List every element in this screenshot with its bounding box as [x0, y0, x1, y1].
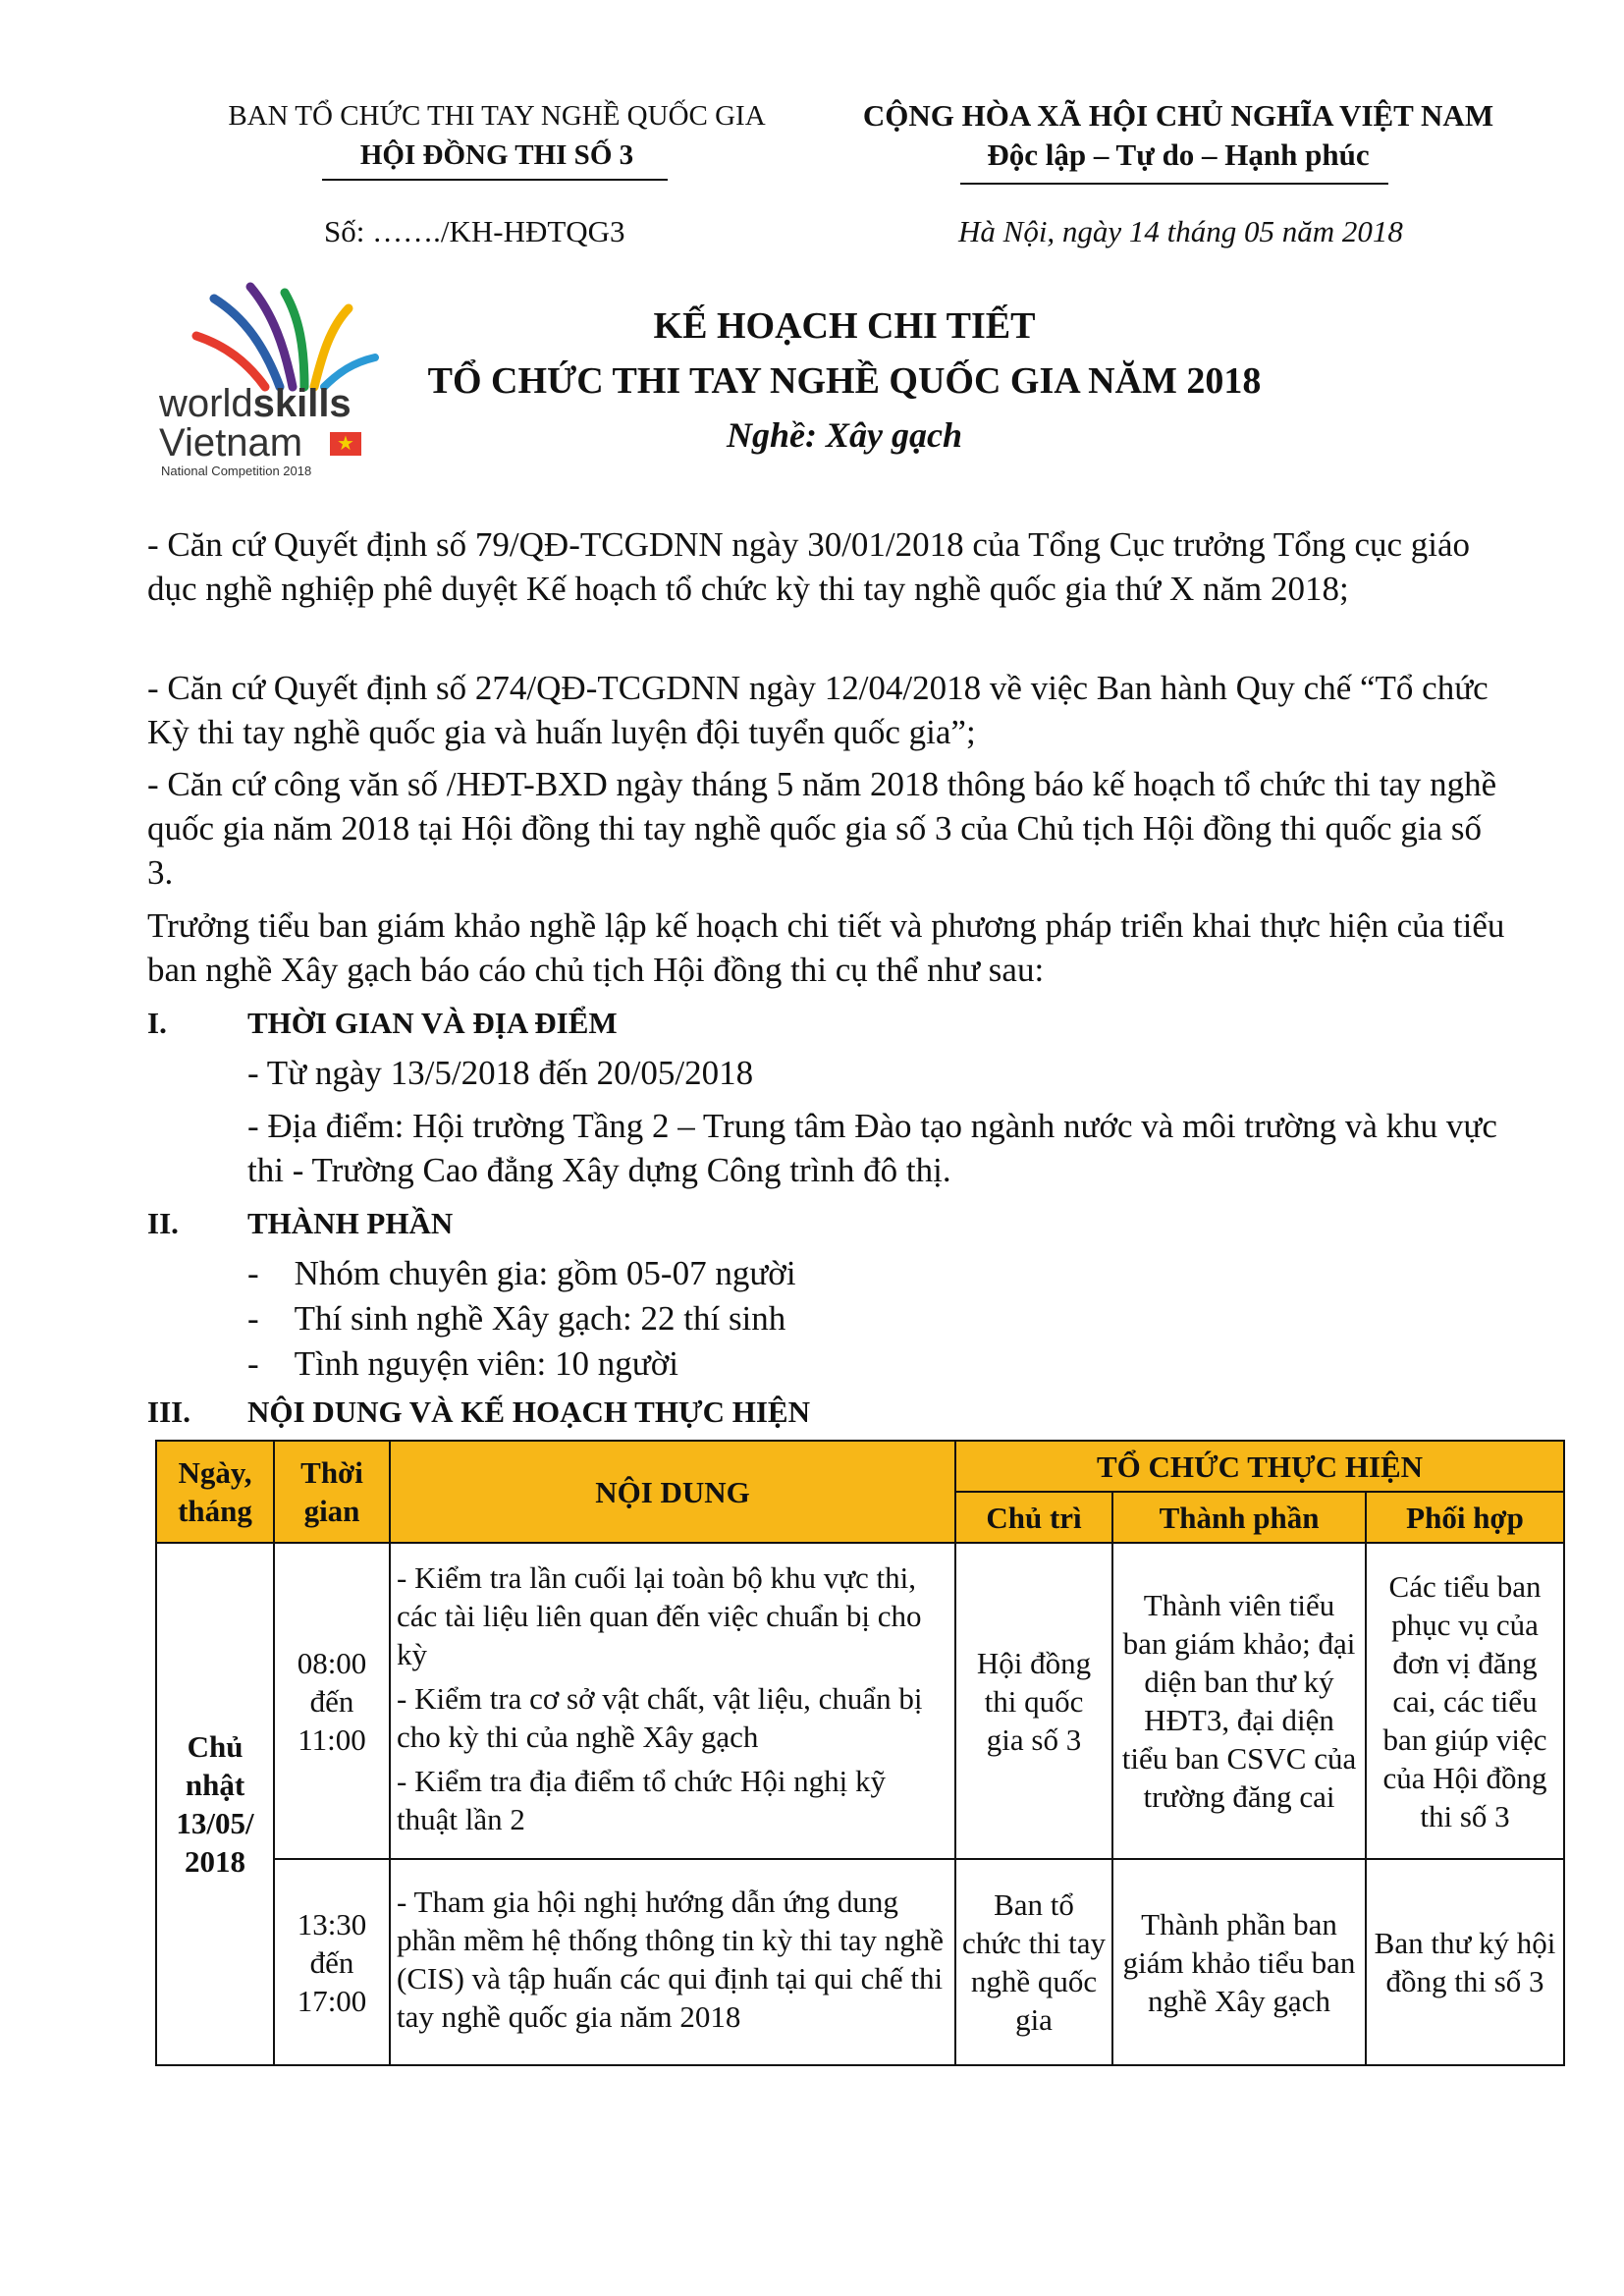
date-line: Hà Nội, ngày 14 tháng 05 năm 2018	[958, 214, 1403, 248]
time-cell: 08:00 đến 11:00	[274, 1543, 390, 1859]
table-row	[156, 1859, 1564, 2065]
logo-subtitle: National Competition 2018	[161, 464, 312, 478]
header-members: Thành phần	[1112, 1492, 1366, 1543]
section2-number: II.	[147, 1206, 179, 1240]
motto-underline	[960, 183, 1388, 185]
section2-item-2: - Thí sinh nghề Xây gạch: 22 thí sinh	[247, 1299, 786, 1338]
org-name: BAN TỔ CHỨC THI TAY NGHỀ QUỐC GIA	[228, 100, 766, 132]
section1-place: - Địa điểm: Hội trường Tầng 2 – Trung tâm Đào tạo ngành nước và môi trường và khu vực thi - Trường Cao đẳng Xây dựng Công trình đô thị.	[247, 1107, 1497, 1189]
intro-paragraph-1: - Căn cứ Quyết định số 79/QĐ-TCGDNN ngày 30/01/2018 của Tổng Cục trưởng Tổng cục giáo dục nghề nghiệp phê duyệt Kế hoạch tổ chức kỳ thi tay nghề quốc gia thứ X năm 2018;	[147, 525, 1471, 608]
content-item: - Kiểm tra cơ sở vật chất, vật liệu, chuẩn bị cho kỳ thi của nghề Xây gạch	[397, 1680, 923, 1754]
title-line1: KẾ HOẠCH CHI TIẾT	[653, 305, 1036, 347]
table-header-row	[156, 1441, 1564, 1492]
content-cell	[390, 1859, 955, 2065]
section1-title: THỜI GIAN VÀ ĐỊA ĐIỂM	[247, 1006, 618, 1040]
table-row	[156, 1543, 1564, 1859]
section2-item-1: - Nhóm chuyên gia: gồm 05-07 người	[247, 1254, 796, 1292]
logo-word-vietnam: Vietnam	[159, 421, 303, 465]
section2-item-3: - Tình nguyện viên: 10 người	[247, 1344, 678, 1383]
header-org: TỔ CHỨC THỰC HIỆN	[955, 1441, 1564, 1492]
section1-time: - Từ ngày 13/5/2018 đến 20/05/2018	[247, 1054, 754, 1092]
intro-paragraph-4: Trưởng tiểu ban giám khảo nghề lập kế hoạch chi tiết và phương pháp triển khai thực hiện của tiểu ban nghề Xây gạch báo cáo chủ tịch Hội đồng thi cụ thể như sau:	[147, 906, 1505, 989]
logo-country	[159, 422, 302, 464]
doc-number: Số: ……./KH-HĐTQG3	[324, 214, 625, 248]
content-item: - Kiểm tra địa điểm tổ chức Hội nghị kỹ thuật lần 2	[397, 1763, 887, 1836]
section2-title: THÀNH PHẦN	[247, 1206, 454, 1240]
org-header	[192, 96, 801, 175]
header-time: Thời gian	[274, 1441, 390, 1543]
republic-name: CỘNG HÒA XÃ HỘI CHỦ NGHĨA VIỆT NAM	[862, 98, 1494, 133]
coord-cell: Các tiểu ban phục vụ của đơn vị đăng cai, các tiểu ban giúp việc của Hội đồng thi số 3	[1366, 1543, 1564, 1859]
org-underline	[322, 179, 668, 181]
header-date: Ngày, tháng	[156, 1441, 274, 1543]
republic-motto: Độc lập – Tự do – Hạnh phúc	[987, 137, 1370, 172]
time-cell: 13:30 đến 17:00	[274, 1859, 390, 2065]
plan-table	[155, 1440, 1565, 2066]
intro-paragraph-3: - Căn cứ công văn số /HĐT-BXD ngày tháng 5 năm 2018 thông báo kế hoạch tổ chức thi tay nghề quốc gia năm 2018 tại Hội đồng thi tay nghề quốc gia số 3 của Chủ tịch Hội đồng thi quốc gia số 3.	[147, 765, 1497, 892]
chair-cell: Ban tổ chức thi tay nghề quốc gia	[955, 1859, 1112, 2065]
council-name: HỘI ĐỒNG THI SỐ 3	[359, 139, 634, 171]
republic-header	[835, 96, 1522, 175]
intro-paragraph-2: - Căn cứ Quyết định số 274/QĐ-TCGDNN ngày 12/04/2018 về việc Ban hành Quy chế “Tổ chức Kỳ thi tay nghề quốc gia và huấn luyện đội tuyển quốc gia”;	[147, 669, 1489, 751]
date-cell: Chủ nhật 13/05/ 2018	[156, 1543, 274, 2065]
members-cell: Thành phần ban giám khảo tiểu ban nghề Xây gạch	[1112, 1859, 1366, 2065]
chair-cell: Hội đồng thi quốc gia số 3	[955, 1543, 1112, 1859]
logo-word-world: world	[159, 382, 253, 425]
header-chair: Chủ trì	[955, 1492, 1112, 1543]
content-item: - Kiểm tra lần cuối lại toàn bộ khu vực thi, các tài liệu liên quan đến việc chuẩn bị cho kỳ	[397, 1559, 922, 1671]
content-item: - Tham gia hội nghị hướng dẫn ứng dung phần mềm hệ thống thông tin kỳ thi tay nghề (CIS) và tập huấn các qui định tại qui chế thi tay nghề quốc gia năm 2018	[397, 1885, 945, 2034]
header-coord: Phối hợp	[1366, 1492, 1564, 1543]
vietnam-flag-icon: ★	[330, 432, 361, 456]
coord-cell: Ban thư ký hội đồng thi số 3	[1366, 1859, 1564, 2065]
section3-title: NỘI DUNG VÀ KẾ HOẠCH THỰC HIỆN	[247, 1394, 810, 1429]
logo-word-skills: skills	[252, 382, 352, 425]
header-content: NỘI DUNG	[390, 1441, 955, 1543]
content-cell	[390, 1543, 955, 1859]
section3-number: III.	[147, 1394, 190, 1429]
members-cell: Thành viên tiểu ban giám khảo; đại diện ban thư ký HĐT3, đại diện tiểu ban CSVC của trường đăng cai	[1112, 1543, 1366, 1859]
title-line3: Nghề: Xây gạch	[727, 415, 962, 455]
title-line2: TỔ CHỨC THI TAY NGHỀ QUỐC GIA NĂM 2018	[427, 360, 1262, 402]
section1-number: I.	[147, 1006, 167, 1040]
